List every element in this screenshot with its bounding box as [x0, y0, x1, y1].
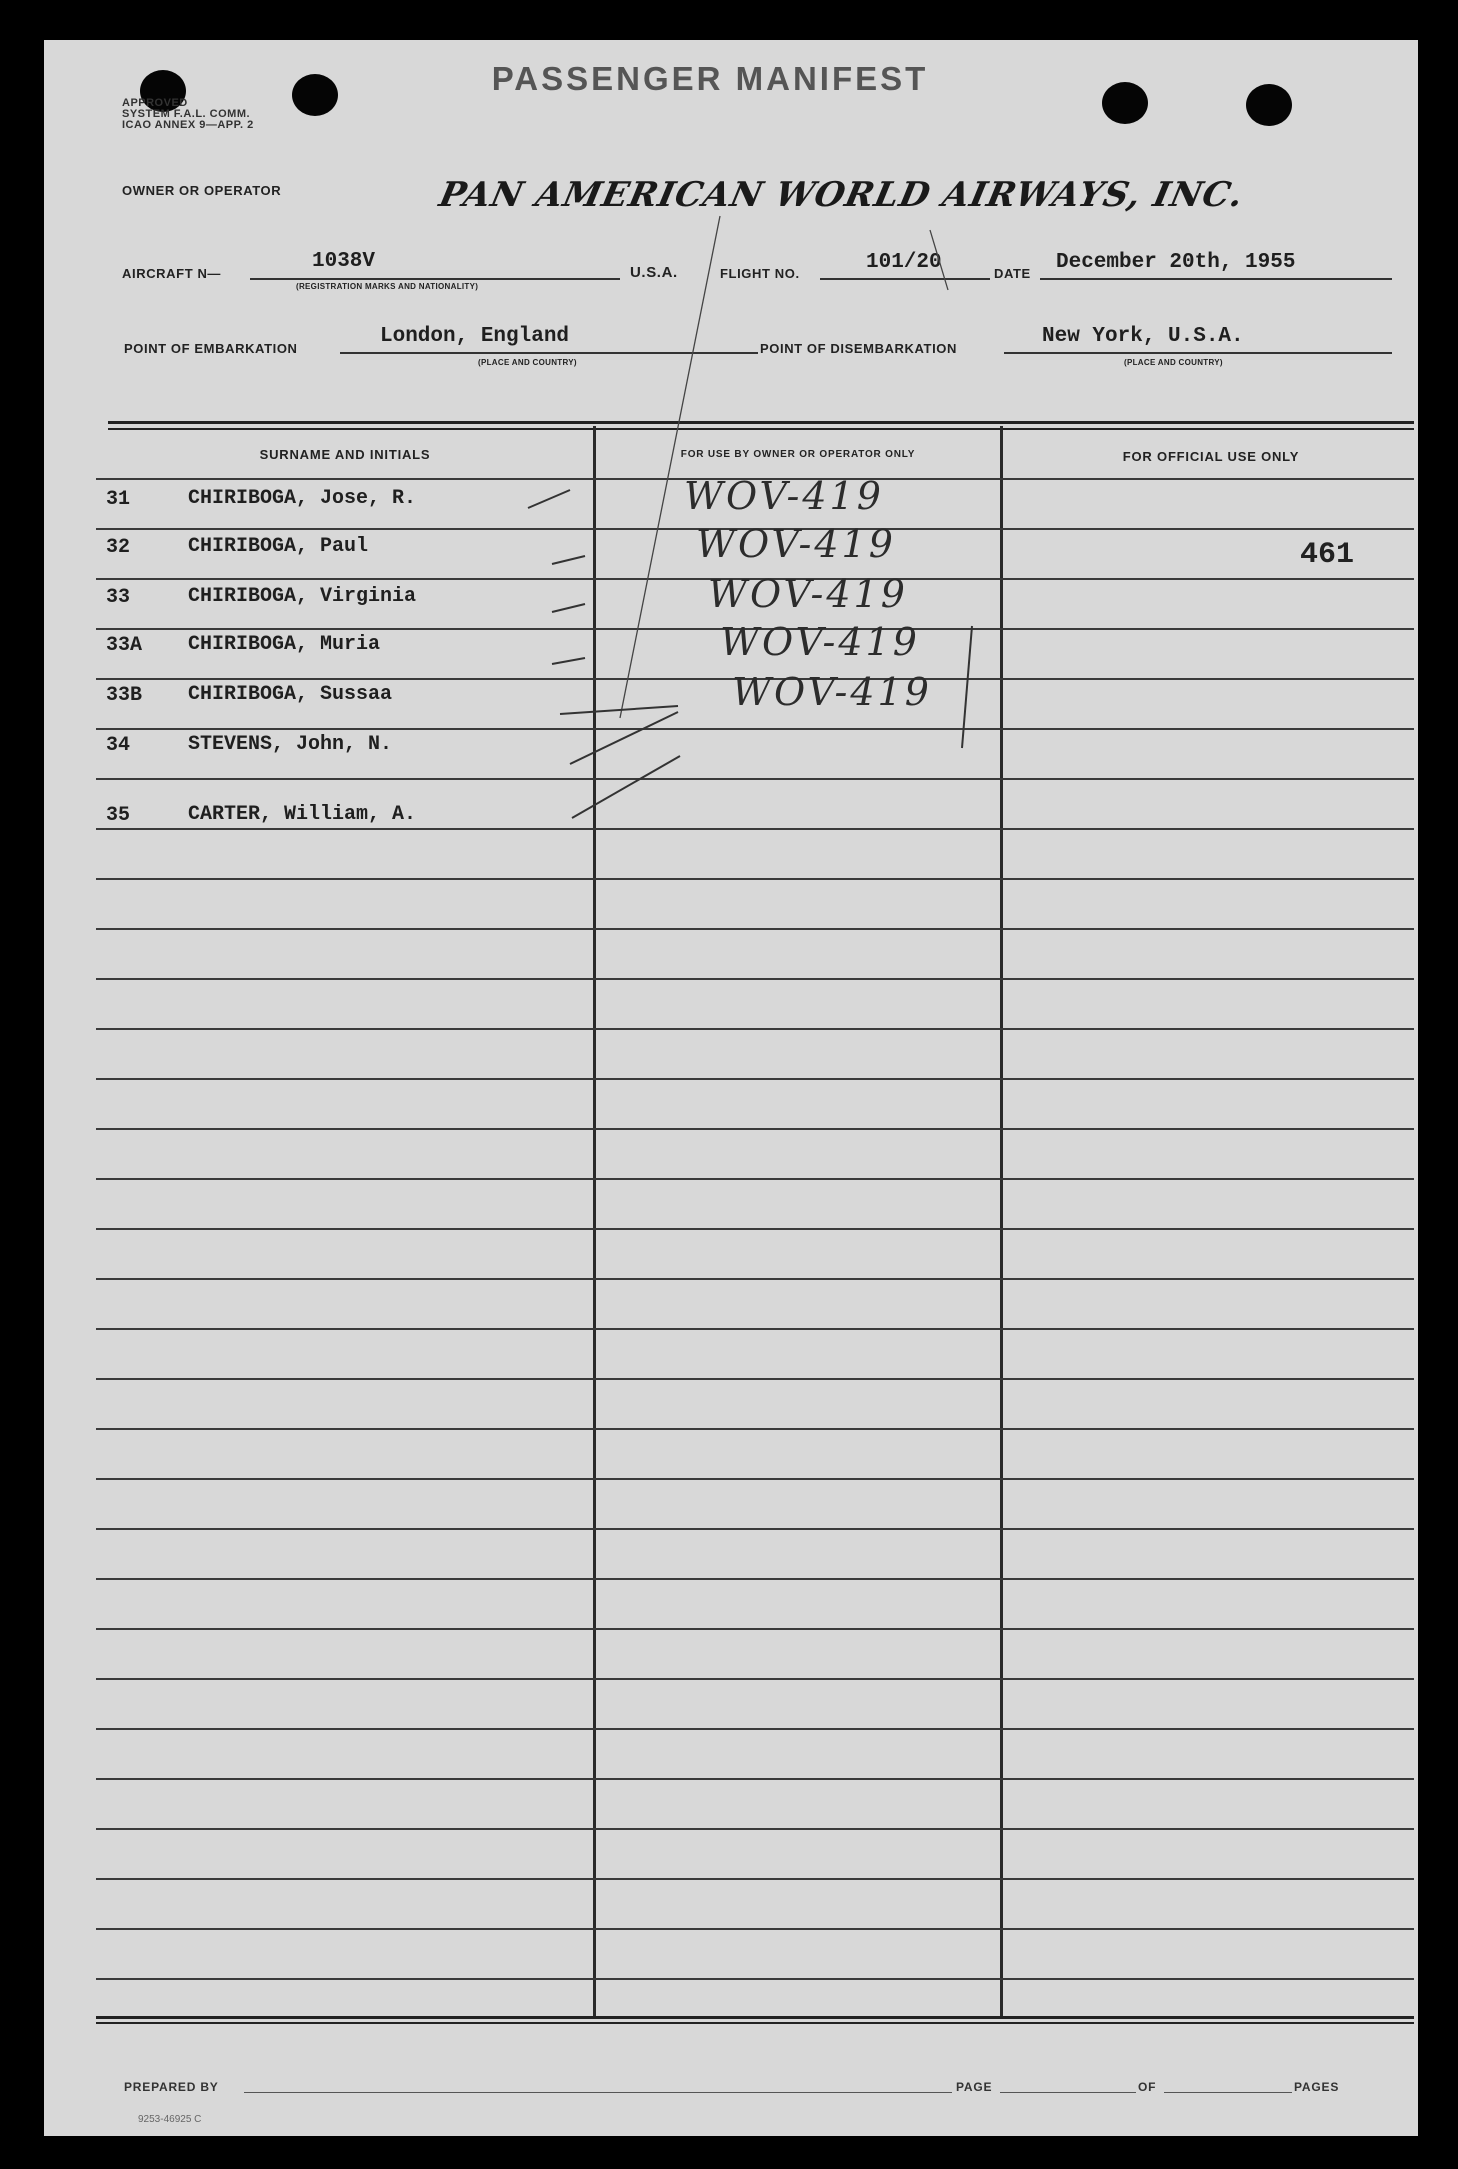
aircraft-label: AIRCRAFT N—: [122, 266, 222, 281]
approval-line: ICAO ANNEX 9—APP. 2: [122, 119, 254, 131]
passenger-number: 33: [106, 586, 131, 609]
page-label: PAGE: [956, 2080, 993, 2094]
column-header-official: FOR OFFICIAL USE ONLY: [1122, 449, 1300, 464]
disembark-place-caption: (PLACE AND COUNTRY): [1124, 358, 1223, 367]
pencil-tick: [570, 712, 678, 764]
passenger-name: STEVENS, John, N.: [188, 733, 393, 756]
embark-place-caption: (PLACE AND COUNTRY): [478, 358, 577, 367]
passenger-number: 34: [106, 734, 131, 757]
owner-label: OWNER OR OPERATOR: [122, 183, 282, 198]
approval-line: APPROVED: [122, 97, 188, 109]
passenger-name: CHIRIBOGA, Paul: [188, 535, 369, 558]
owner-note: WOV-419: [684, 474, 884, 518]
passenger-name: CHIRIBOGA, Muria: [188, 633, 381, 656]
pencil-stroke: [962, 626, 972, 748]
owner-note: WOV-419: [696, 522, 896, 566]
pencil-tick: [572, 756, 680, 818]
column-header-surname: SURNAME AND INITIALS: [259, 447, 431, 462]
prepared-by-label: PREPARED BY: [124, 2080, 219, 2094]
form-title: PASSENGER MANIFEST: [491, 60, 929, 97]
passenger-name: CHIRIBOGA, Virginia: [188, 585, 417, 608]
date-value: December 20th, 1955: [1056, 251, 1296, 274]
passenger-number: 33A: [106, 634, 143, 657]
embark-label: POINT OF EMBARKATION: [124, 341, 298, 356]
registration-caption: (REGISTRATION MARKS AND NATIONALITY): [296, 282, 479, 291]
embark-value: London, England: [380, 325, 570, 348]
passenger-number: 35: [106, 804, 131, 827]
passenger-number: 32: [106, 536, 131, 559]
pencil-tick: [552, 604, 585, 612]
form-code: 9253-46925 C: [138, 2114, 202, 2125]
flight-label: FLIGHT NO.: [720, 266, 800, 281]
passenger-name: CHIRIBOGA, Sussaa: [188, 683, 393, 706]
owner-note: WOV-419: [708, 572, 908, 616]
usa-label: U.S.A.: [630, 264, 678, 281]
pencil-tick: [528, 490, 570, 508]
date-label: DATE: [994, 266, 1031, 281]
passenger-number: 33B: [106, 684, 143, 707]
pages-label: PAGES: [1294, 2080, 1340, 2094]
owner-value: PAN AMERICAN WORLD AIRWAYS, INC.: [435, 175, 1248, 215]
passenger-name: CHIRIBOGA, Jose, R.: [188, 487, 417, 510]
owner-note: WOV-419: [720, 620, 920, 664]
column-header-owner-use: FOR USE BY OWNER OR OPERATOR ONLY: [680, 449, 916, 460]
passenger-number: 31: [106, 488, 131, 511]
aircraft-value: 1038V: [312, 250, 376, 273]
of-label: OF: [1138, 2080, 1157, 2094]
pencil-tick: [560, 706, 678, 714]
disembark-label: POINT OF DISEMBARKATION: [760, 341, 957, 356]
pencil-tick: [552, 556, 585, 564]
official-entry: 461: [1300, 538, 1355, 572]
pencil-stroke: [930, 230, 948, 290]
owner-note: WOV-419: [732, 670, 932, 714]
pencil-tick: [552, 658, 585, 664]
passenger-name: CARTER, William, A.: [188, 803, 417, 826]
flight-value: 101/20: [866, 251, 942, 274]
pencil-stroke: [620, 216, 720, 718]
approval-line: SYSTEM F.A.L. COMM.: [122, 108, 251, 120]
disembark-value: New York, U.S.A.: [1042, 325, 1244, 348]
